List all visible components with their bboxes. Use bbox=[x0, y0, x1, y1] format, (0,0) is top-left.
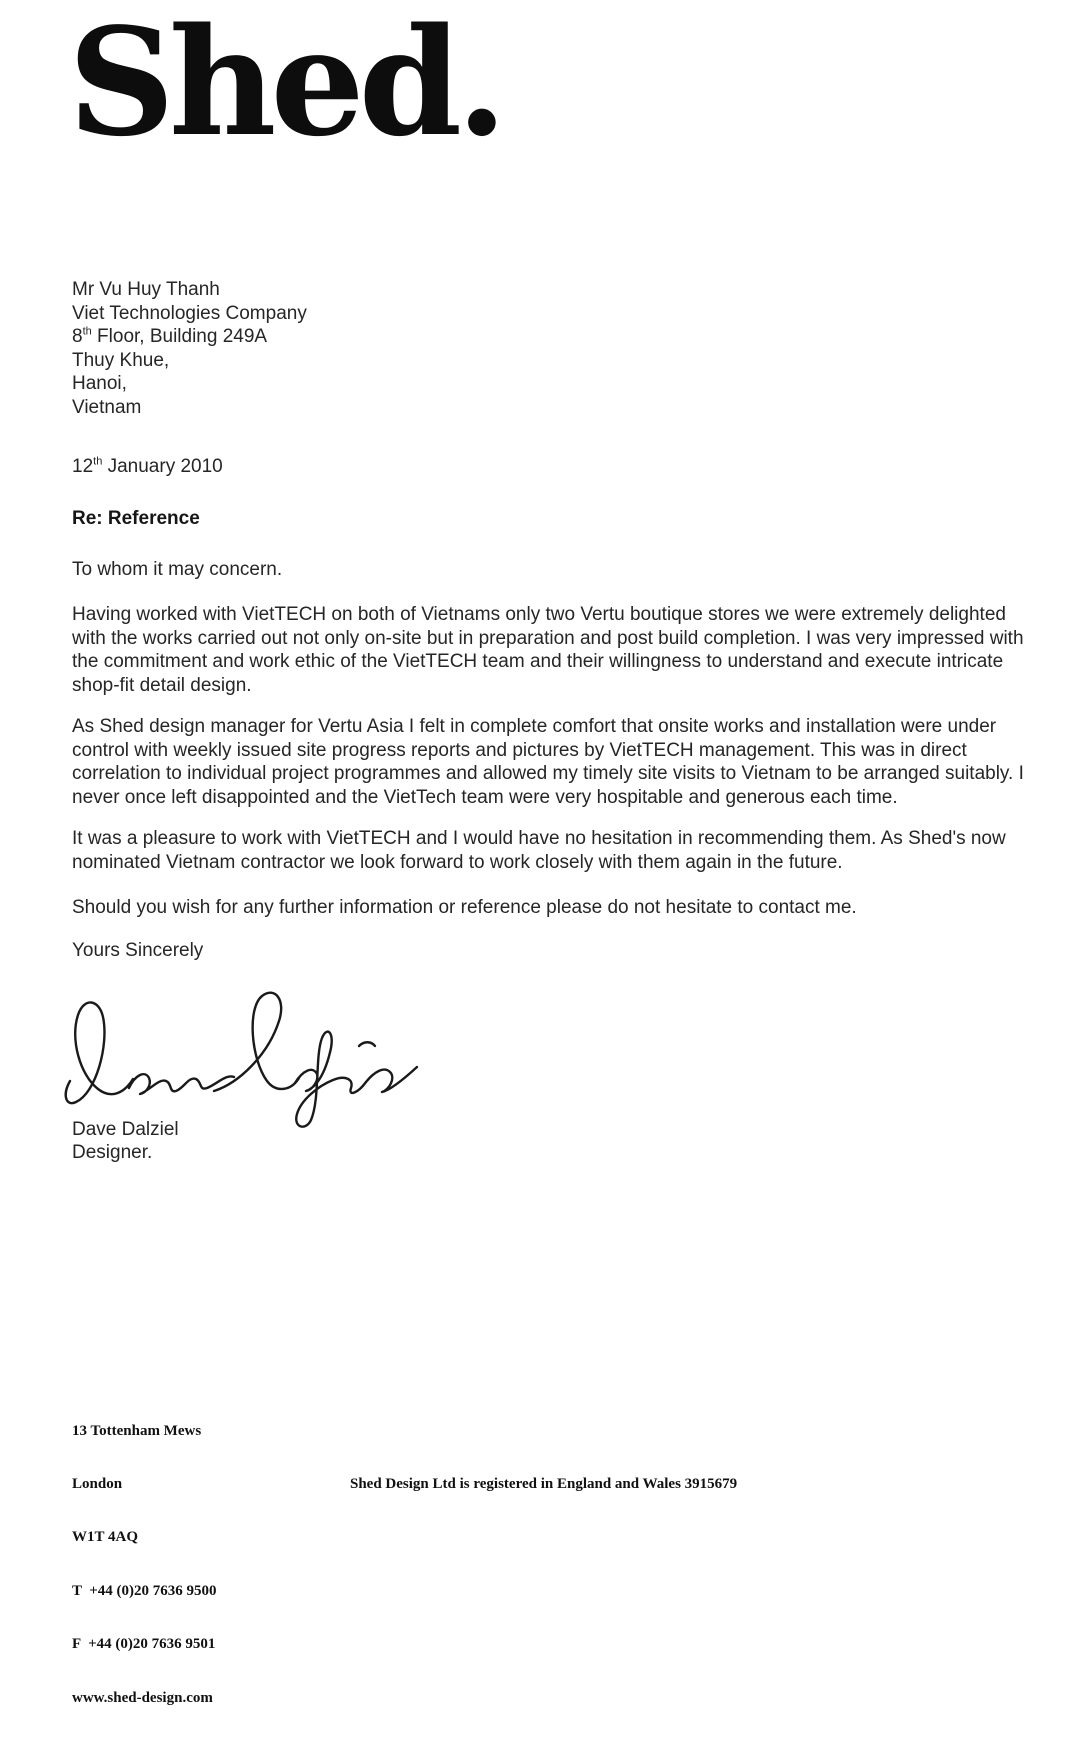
salutation: To whom it may concern. bbox=[72, 559, 283, 580]
body-paragraph-4: Should you wish for any further information or reference please do not hesitate to contact me. bbox=[72, 897, 857, 918]
signature-handwriting bbox=[62, 983, 434, 1137]
recipient-country: Vietnam bbox=[72, 396, 142, 418]
recipient-address-block bbox=[72, 278, 307, 419]
recipient-street-ordinal: th bbox=[82, 325, 92, 338]
date-day: 12 bbox=[72, 456, 94, 477]
footer-registration: Shed Design Ltd is registered in England and Wales 3915679 bbox=[350, 1476, 738, 1492]
date-ordinal: th bbox=[93, 455, 103, 468]
recipient-street-number: 8 bbox=[72, 326, 83, 347]
footer-address-line3: W1T 4AQ bbox=[72, 1529, 138, 1546]
date-month-year: January 2010 bbox=[102, 456, 223, 477]
recipient-street bbox=[72, 325, 307, 349]
body-paragraph-1: Having worked with VietTECH on both of Vietnams only two Vertu boutique stores we were extremely delighted with the works carried out not only on-site but in preparation and post build completion. I was very impressed with the commitment and work ethic of the VietTECH team and their willingness to understand and execute intricate shop-fit detail design. bbox=[72, 604, 1024, 696]
footer-contact-block bbox=[72, 1387, 217, 1743]
footer-phone-telephone: T +44 (0)20 7636 9500 bbox=[72, 1582, 217, 1599]
letter-date bbox=[72, 455, 223, 479]
footer-address-line1: 13 Tottenham Mews bbox=[72, 1422, 202, 1439]
recipient-city: Hanoi, bbox=[72, 373, 127, 394]
valediction: Yours Sincerely bbox=[72, 940, 204, 961]
subject-line: Re: Reference bbox=[72, 508, 200, 529]
signature-svg bbox=[62, 983, 434, 1137]
shed-logo: Shed. bbox=[68, 0, 502, 169]
recipient-street-rest: Floor, Building 249A bbox=[91, 326, 268, 347]
recipient-name: Mr Vu Huy Thanh bbox=[72, 279, 220, 300]
footer-address-line2: London bbox=[72, 1475, 123, 1492]
signer-title: Designer. bbox=[72, 1142, 153, 1163]
recipient-company: Viet Technologies Company bbox=[72, 302, 307, 324]
signer-name: Dave Dalziel bbox=[72, 1119, 179, 1140]
body-paragraph-2: As Shed design manager for Vertu Asia I felt in complete comfort that onsite works and installation were under control with weekly issued site progress reports and pictures by VietTECH management. This was in direct correlation to individual project programmes and allowed my timely site visits to Vietnam to be arranged suitably. I never once left disappointed and the VietTech team were very hospitable and generous each time. bbox=[72, 716, 1024, 808]
footer-phone-fax: F +44 (0)20 7636 9501 bbox=[72, 1636, 216, 1653]
footer-website: www.shed-design.com bbox=[72, 1689, 213, 1706]
recipient-district: Thuy Khue, bbox=[72, 349, 170, 371]
body-paragraph-3: It was a pleasure to work with VietTECH and I would have no hesitation in recommending them. As Shed's now nominated Vietnam contractor we look forward to work closely with them again in the future. bbox=[72, 828, 1006, 873]
